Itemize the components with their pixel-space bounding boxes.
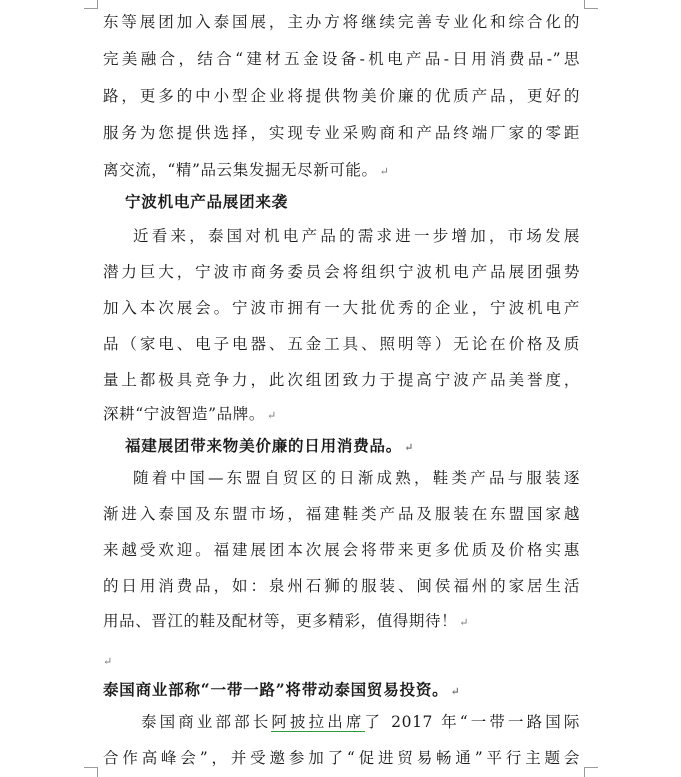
- text-line: [103, 609, 468, 633]
- text-line: 品（家电、电子电器、五金工具、照明等）无论在价格及质: [103, 335, 580, 353]
- text-segment: 离交流，“精”品云集发掘无尽新可能。: [103, 161, 378, 179]
- text-segment: 用品、晋江的鞋及配材等，更多精彩，值得期待！: [103, 612, 458, 630]
- text-line: 加入本次展会。宁波市拥有一大批优秀的企业，宁波机电产: [103, 299, 580, 317]
- heading-text: [103, 678, 460, 702]
- paragraph-mark-icon: ↵: [450, 685, 460, 698]
- text-line: 量上都极具竞争力，此次组团致力于提高宁波产品美誉度，: [103, 371, 580, 389]
- text-line: 的日用消费品，如：泉州石狮的服装、闽侯福州的家居生活: [103, 577, 580, 595]
- text-line: 服务为您提供选择，实现专业采购商和产品终端厂家的零距: [103, 124, 580, 142]
- text-segment: 了 2017 年“一带一路国际: [364, 713, 580, 731]
- text-line: 完美融合，结合“建材五金设备-机电产品-日用消费品-”思: [103, 50, 580, 68]
- text-line: 近看来，泰国对机电产品的需求进一步增加，市场发展: [133, 227, 580, 245]
- paragraph-mark-icon: ↵: [404, 441, 414, 454]
- text-line: [103, 648, 112, 672]
- text-line: 来越受欢迎。福建展团本次展会将带来更多优质及价格实惠: [103, 541, 580, 559]
- text-segment: 泰国商业部称“一带一路”将带动泰国贸易投资。: [103, 680, 449, 699]
- text-line: 路，更多的中小型企业将提供物美价廉的优质产品，更好的: [103, 87, 580, 105]
- margin-corner-mark: [584, 0, 598, 9]
- paragraph-mark-icon: ↵: [266, 409, 277, 422]
- margin-corner-mark: [84, 0, 98, 9]
- text-line: 随着中国—东盟自贸区的日渐成熟，鞋类产品与服装逐: [133, 469, 580, 487]
- text-line: [103, 402, 276, 426]
- heading-text: 宁波机电产品展团来袭: [125, 192, 289, 211]
- text-segment: 泰国商业部部长: [141, 713, 272, 731]
- text-line: 合作高峰会”，并受邀参加了“促进贸易畅通”平行主题会: [103, 749, 580, 767]
- text-segment: 福建展团带来物美价廉的日用消费品。: [125, 436, 403, 455]
- text-line: 渐进入泰国及东盟市场，福建鞋类产品及服装在东盟国家越: [103, 505, 580, 523]
- paragraph-mark-icon: ↵: [103, 655, 113, 668]
- text-line: 潜力巨大，宁波市商务委员会将组织宁波机电产品展团强势: [103, 263, 580, 281]
- text-line: [141, 710, 580, 734]
- paragraph-mark-icon: ↵: [379, 165, 389, 178]
- text-segment: 深耕“宁波智造”品牌。: [103, 405, 265, 423]
- paragraph-mark-icon: ↵: [459, 616, 469, 629]
- text-line: [103, 158, 389, 182]
- heading-text: [125, 434, 413, 458]
- text-line: 东等展团加入泰国展，主办方将继续完善专业化和综合化的: [103, 13, 580, 31]
- spellcheck-underlined-text: 阿披拉出席: [271, 713, 365, 731]
